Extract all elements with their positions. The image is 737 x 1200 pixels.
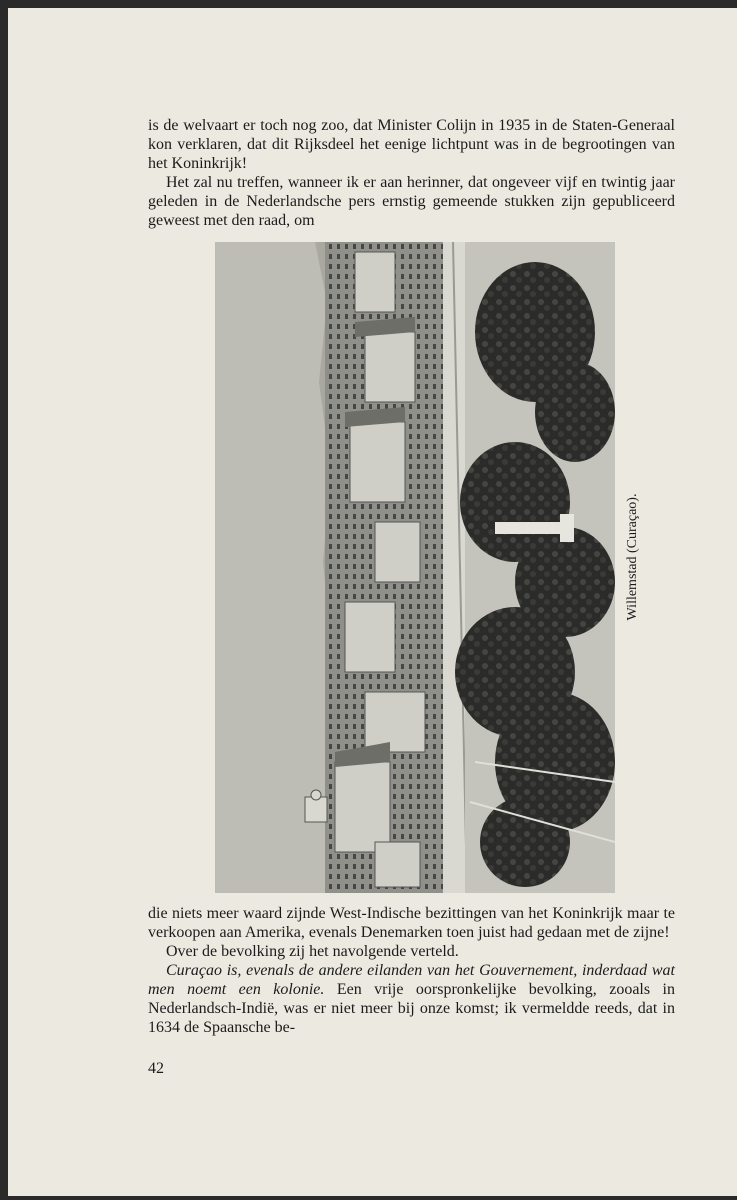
paragraph-verkoopen: die niets meer waard zijnde West-Indische bezittingen van het Koninkrijk maar te verkoopen aan Amerika, evenals Denemarken toen juist had gedaan met de zijne! — [148, 905, 675, 941]
paragraph-kolonie — [148, 961, 675, 1037]
photo-caption — [620, 472, 646, 642]
paragraph-bevolking: Over de bevolking zij het navolgende verteld. — [166, 943, 459, 960]
page-number: 42 — [148, 1060, 164, 1077]
bottom-text-block — [148, 904, 675, 1037]
top-text-block — [148, 116, 675, 230]
paragraph-kolonie-rest: Een vrije oorspronkelijke bevolking, zooals in Nederlandsch-Indië, was er niet meer bij onze komst; ik vermeldde reeds, dat in 1634 de Spaansche be- — [148, 981, 675, 1036]
paragraph-herinner: Het zal nu treffen, wanneer ik er aan herinner, dat ongeveer vijf en twintig jaar geleden in de Nederlandsche pers ernstig gemeende stukken zijn gepubliceerd geweest met den raad, om — [148, 174, 675, 229]
willemstad-photo — [215, 242, 615, 893]
photo-caption-text: Willemstad (Curaçao). — [625, 493, 640, 621]
italic-phrase: Curaçao is, evenals de andere eilanden van het Gouvernement, inderdaad wat men noemt een kolonie. — [148, 962, 675, 998]
paragraph-welvaart: is de welvaart er toch nog zoo, dat Minister Colijn in 1935 in de Staten-Generaal kon verklaren, dat dit Rijksdeel het eenige lichtpunt was in de begrootingen van het Koninkrijk! — [148, 117, 675, 172]
book-page — [8, 8, 737, 1196]
